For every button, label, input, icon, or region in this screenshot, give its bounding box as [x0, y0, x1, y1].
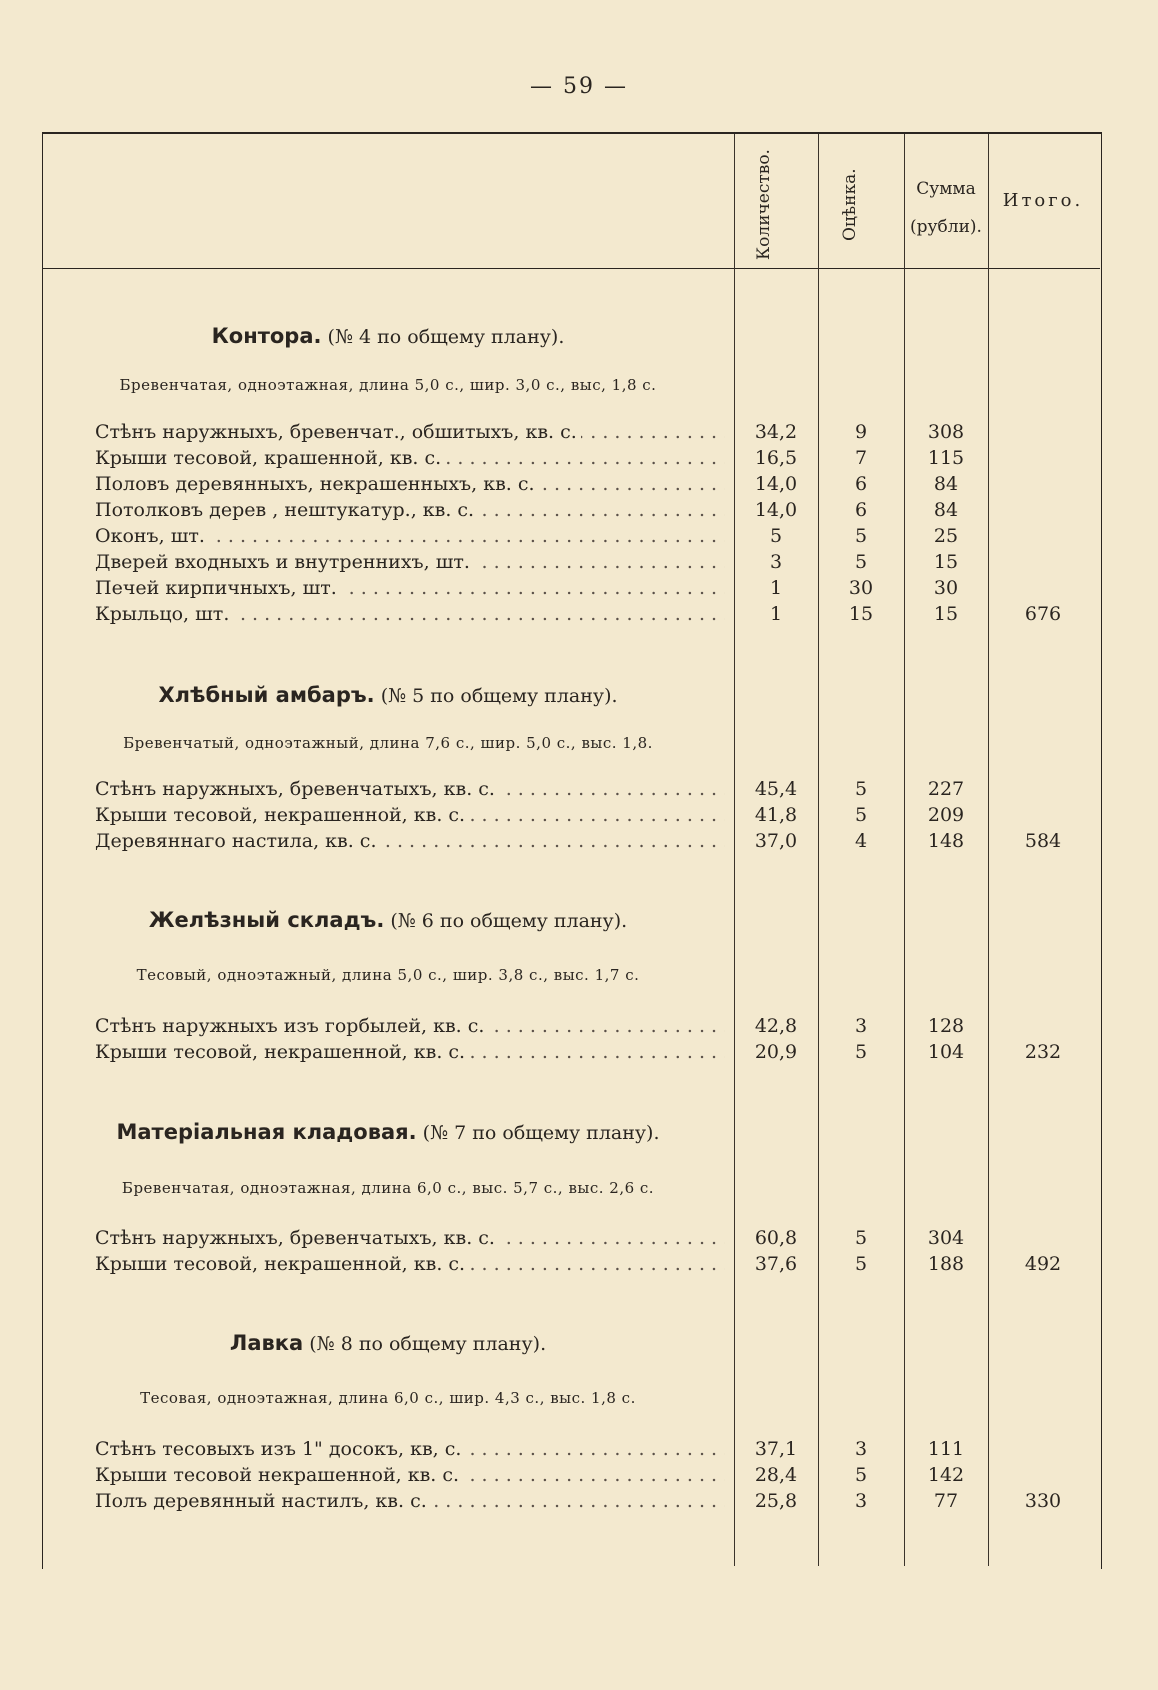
- row-label: Стѣнъ тесовыхъ изъ 1" досокъ, кв, с.: [95, 1438, 465, 1460]
- row-sum: 30: [933, 577, 959, 599]
- row-estimate: 4: [854, 830, 868, 852]
- header-total: Итого.: [1002, 190, 1084, 211]
- row-quantity: 14,0: [754, 499, 798, 521]
- row-label: Деревяннаго настила, кв. с.: [95, 830, 380, 852]
- table-row: [0, 1015, 1158, 1041]
- row-sum: 227: [927, 778, 965, 800]
- section-title: [42, 324, 734, 348]
- row-sum: 84: [933, 473, 959, 495]
- section-description: Бревенчатый, одноэтажный, длина 7,6 с., шир. 5,0 с., выс. 1,8.: [123, 734, 653, 752]
- row-label: Дверей входныхъ и внутреннихъ, шт.: [95, 551, 474, 573]
- table-row: [0, 830, 1158, 856]
- row-quantity: 60,8: [754, 1227, 798, 1249]
- row-sum: 15: [933, 551, 959, 573]
- row-total: 676: [1024, 603, 1062, 625]
- row-estimate: 5: [854, 551, 868, 573]
- row-label: Стѣнъ наружныхъ изъ горбылей, кв. с.: [95, 1015, 488, 1037]
- row-estimate: 5: [854, 1253, 868, 1275]
- table-row: [0, 499, 1158, 525]
- row-label: Стѣнъ наружныхъ, бревенчатыхъ, кв. с.: [95, 778, 499, 800]
- row-label: Полъ деревянный настилъ, кв. с.: [95, 1490, 431, 1512]
- row-estimate: 9: [854, 421, 868, 443]
- row-quantity: 41,8: [754, 804, 798, 826]
- row-sum: 111: [927, 1438, 965, 1460]
- row-quantity: 14,0: [754, 473, 798, 495]
- row-estimate: 3: [854, 1015, 868, 1037]
- row-estimate: 7: [854, 447, 868, 469]
- row-estimate: 30: [848, 577, 874, 599]
- row-estimate: 5: [854, 778, 868, 800]
- table-row: [0, 447, 1158, 473]
- row-label: Оконъ, шт.: [95, 525, 209, 547]
- section-name: Контора.: [211, 324, 322, 348]
- row-total: 584: [1024, 830, 1062, 852]
- row-sum: 142: [927, 1464, 965, 1486]
- table-row: [0, 1464, 1158, 1490]
- row-estimate: 5: [854, 804, 868, 826]
- row-quantity: 42,8: [754, 1015, 798, 1037]
- row-label: Стѣнъ наружныхъ, бревенчат., обшитыхъ, кв. с.: [95, 421, 581, 443]
- row-quantity: 34,2: [754, 421, 798, 443]
- row-label: Печей кирпичныхъ, шт.: [95, 577, 341, 599]
- row-sum: 115: [927, 447, 965, 469]
- row-label: Крыши тесовой, крашенной, кв. с.: [95, 447, 445, 469]
- row-estimate: 5: [854, 1464, 868, 1486]
- row-sum: 84: [933, 499, 959, 521]
- table-row: [0, 1490, 1158, 1516]
- row-sum: 15: [933, 603, 959, 625]
- section-plan-note: (№ 4 по общему плану).: [327, 326, 565, 348]
- row-quantity: 45,4: [754, 778, 798, 800]
- section-name: Желѣзный складъ.: [148, 908, 385, 932]
- section-plan-note: (№ 6 по общему плану).: [390, 910, 628, 932]
- table-row: [0, 551, 1158, 577]
- table-row: [0, 1227, 1158, 1253]
- row-label: Крыши тесовой, некрашенной, кв. с.: [95, 1253, 469, 1275]
- row-total: 330: [1024, 1490, 1062, 1512]
- row-estimate: 3: [854, 1490, 868, 1512]
- row-label: Крыльцо, шт.: [95, 603, 233, 625]
- row-label: Потолковъ дерев , нештукатур., кв. с.: [95, 499, 478, 521]
- section-description: Тесовая, одноэтажная, длина 6,0 с., шир. 4,3 с., выс. 1,8 с.: [140, 1389, 636, 1407]
- row-label: Крыши тесовой, некрашенной, кв. с.: [95, 804, 469, 826]
- table-row: [0, 1041, 1158, 1067]
- table-row: [0, 1438, 1158, 1464]
- row-sum: 188: [927, 1253, 965, 1275]
- section-title: [42, 1331, 734, 1355]
- header-divider: [42, 268, 1100, 269]
- section-name: Хлѣбный амбаръ.: [158, 683, 375, 707]
- row-estimate: 5: [854, 525, 868, 547]
- row-quantity: 16,5: [754, 447, 798, 469]
- section-plan-note: (№ 8 по общему плану).: [309, 1333, 547, 1355]
- header-quantity: Количество.: [754, 149, 774, 260]
- header-sum: [904, 170, 988, 246]
- row-quantity: 25,8: [754, 1490, 798, 1512]
- header-sum-line2: (рубли).: [910, 217, 982, 237]
- section-description: Бревенчатая, одноэтажная, длина 5,0 с., шир. 3,0 с., выс, 1,8 с.: [119, 376, 657, 394]
- row-sum: 25: [933, 525, 959, 547]
- row-quantity: 1: [769, 577, 783, 599]
- row-label: Стѣнъ наружныхъ, бревенчатыхъ, кв. с.: [95, 1227, 499, 1249]
- section-description: Тесовый, одноэтажный, длина 5,0 с., шир. 3,8 с., выс. 1,7 с.: [136, 966, 640, 984]
- table-row: [0, 603, 1158, 629]
- row-estimate: 6: [854, 499, 868, 521]
- header-sum-line1: Сумма: [916, 179, 976, 199]
- row-quantity: 5: [769, 525, 783, 547]
- row-estimate: 15: [848, 603, 874, 625]
- section-name: Лавка: [229, 1331, 304, 1355]
- row-estimate: 5: [854, 1227, 868, 1249]
- table-row: [0, 1253, 1158, 1279]
- section-description: Бревенчатая, одноэтажная, длина 6,0 с., выс. 5,7 с., выс. 2,6 с.: [121, 1179, 655, 1197]
- row-quantity: 37,6: [754, 1253, 798, 1275]
- table-row: [0, 421, 1158, 447]
- table-row: [0, 778, 1158, 804]
- row-label: Половъ деревянныхъ, некрашенныхъ, кв. с.: [95, 473, 539, 495]
- row-total: 492: [1024, 1253, 1062, 1275]
- row-label: Крыши тесовой некрашенной, кв. с.: [95, 1464, 463, 1486]
- table-row: [0, 804, 1158, 830]
- row-quantity: 28,4: [754, 1464, 798, 1486]
- row-estimate: 3: [854, 1438, 868, 1460]
- row-sum: 77: [933, 1490, 959, 1512]
- table-row: [0, 473, 1158, 499]
- row-quantity: 37,0: [754, 830, 798, 852]
- section-plan-note: (№ 5 по общему плану).: [380, 685, 618, 707]
- row-total: 232: [1024, 1041, 1062, 1063]
- row-sum: 128: [927, 1015, 965, 1037]
- section-plan-note: (№ 7 по общему плану).: [422, 1122, 660, 1144]
- section-name: Матеріальная кладовая.: [116, 1120, 417, 1144]
- table-row: [0, 577, 1158, 603]
- row-estimate: 6: [854, 473, 868, 495]
- section-title: [42, 908, 734, 932]
- row-sum: 308: [927, 421, 965, 443]
- section-title: [42, 1120, 734, 1144]
- section-title: [42, 683, 734, 707]
- row-label: Крыши тесовой, некрашенной, кв. с.: [95, 1041, 469, 1063]
- row-estimate: 5: [854, 1041, 868, 1063]
- table-row: [0, 525, 1158, 551]
- row-quantity: 20,9: [754, 1041, 798, 1063]
- row-sum: 104: [927, 1041, 965, 1063]
- header-estimate: Оцѣнка.: [840, 168, 860, 242]
- row-quantity: 3: [769, 551, 783, 573]
- row-sum: 304: [927, 1227, 965, 1249]
- row-sum: 148: [927, 830, 965, 852]
- row-quantity: 37,1: [754, 1438, 798, 1460]
- row-quantity: 1: [769, 603, 783, 625]
- row-sum: 209: [927, 804, 965, 826]
- page-number: — 59 —: [530, 74, 628, 99]
